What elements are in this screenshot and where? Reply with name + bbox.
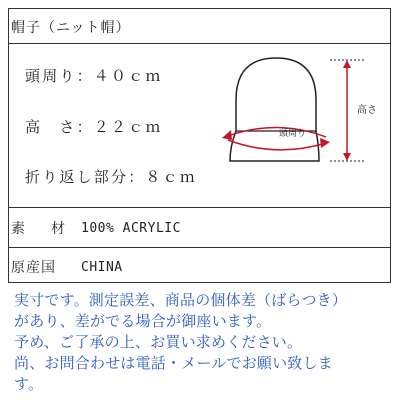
height-arrow-head-down <box>343 153 351 161</box>
hat-crown-outline <box>236 58 316 132</box>
origin-value: CHINA <box>81 260 123 275</box>
circumference-arrow-head-right <box>320 138 330 148</box>
note-line-5: す。 <box>14 375 44 393</box>
spec-head-circumference: 頭周り：４０ｃｍ <box>25 67 163 85</box>
circumference-arrow-back <box>225 128 326 138</box>
spec-fold: 折り返し部分：８ｃｍ <box>25 168 198 186</box>
page-title: 帽子（ニット帽） <box>11 20 131 36</box>
circumference-arrow-front <box>228 140 326 150</box>
circumference-diagram-label: 頭周り <box>279 129 307 139</box>
height-diagram-label: 高さ <box>357 105 377 116</box>
origin-label: 原産国 <box>11 260 56 276</box>
note-line-4: 尚、お問合わせは電話・メールでお願い致しま <box>14 354 333 372</box>
note-line-3: 予め、ご了承の上、お買い求めください。 <box>14 333 303 351</box>
material-label: 素 材 <box>11 221 71 237</box>
note-line-1: 実寸です。測定誤差、商品の個体差（ばらつき） <box>14 291 348 309</box>
material-value: 100% ACRYLIC <box>81 221 181 236</box>
note-line-2: があり、差がでる場合が御座います。 <box>14 312 272 330</box>
circumference-arrow-head-left <box>222 130 232 140</box>
spec-height: 高 さ：２２ｃｍ <box>25 118 163 136</box>
height-arrow-head-up <box>343 60 351 68</box>
